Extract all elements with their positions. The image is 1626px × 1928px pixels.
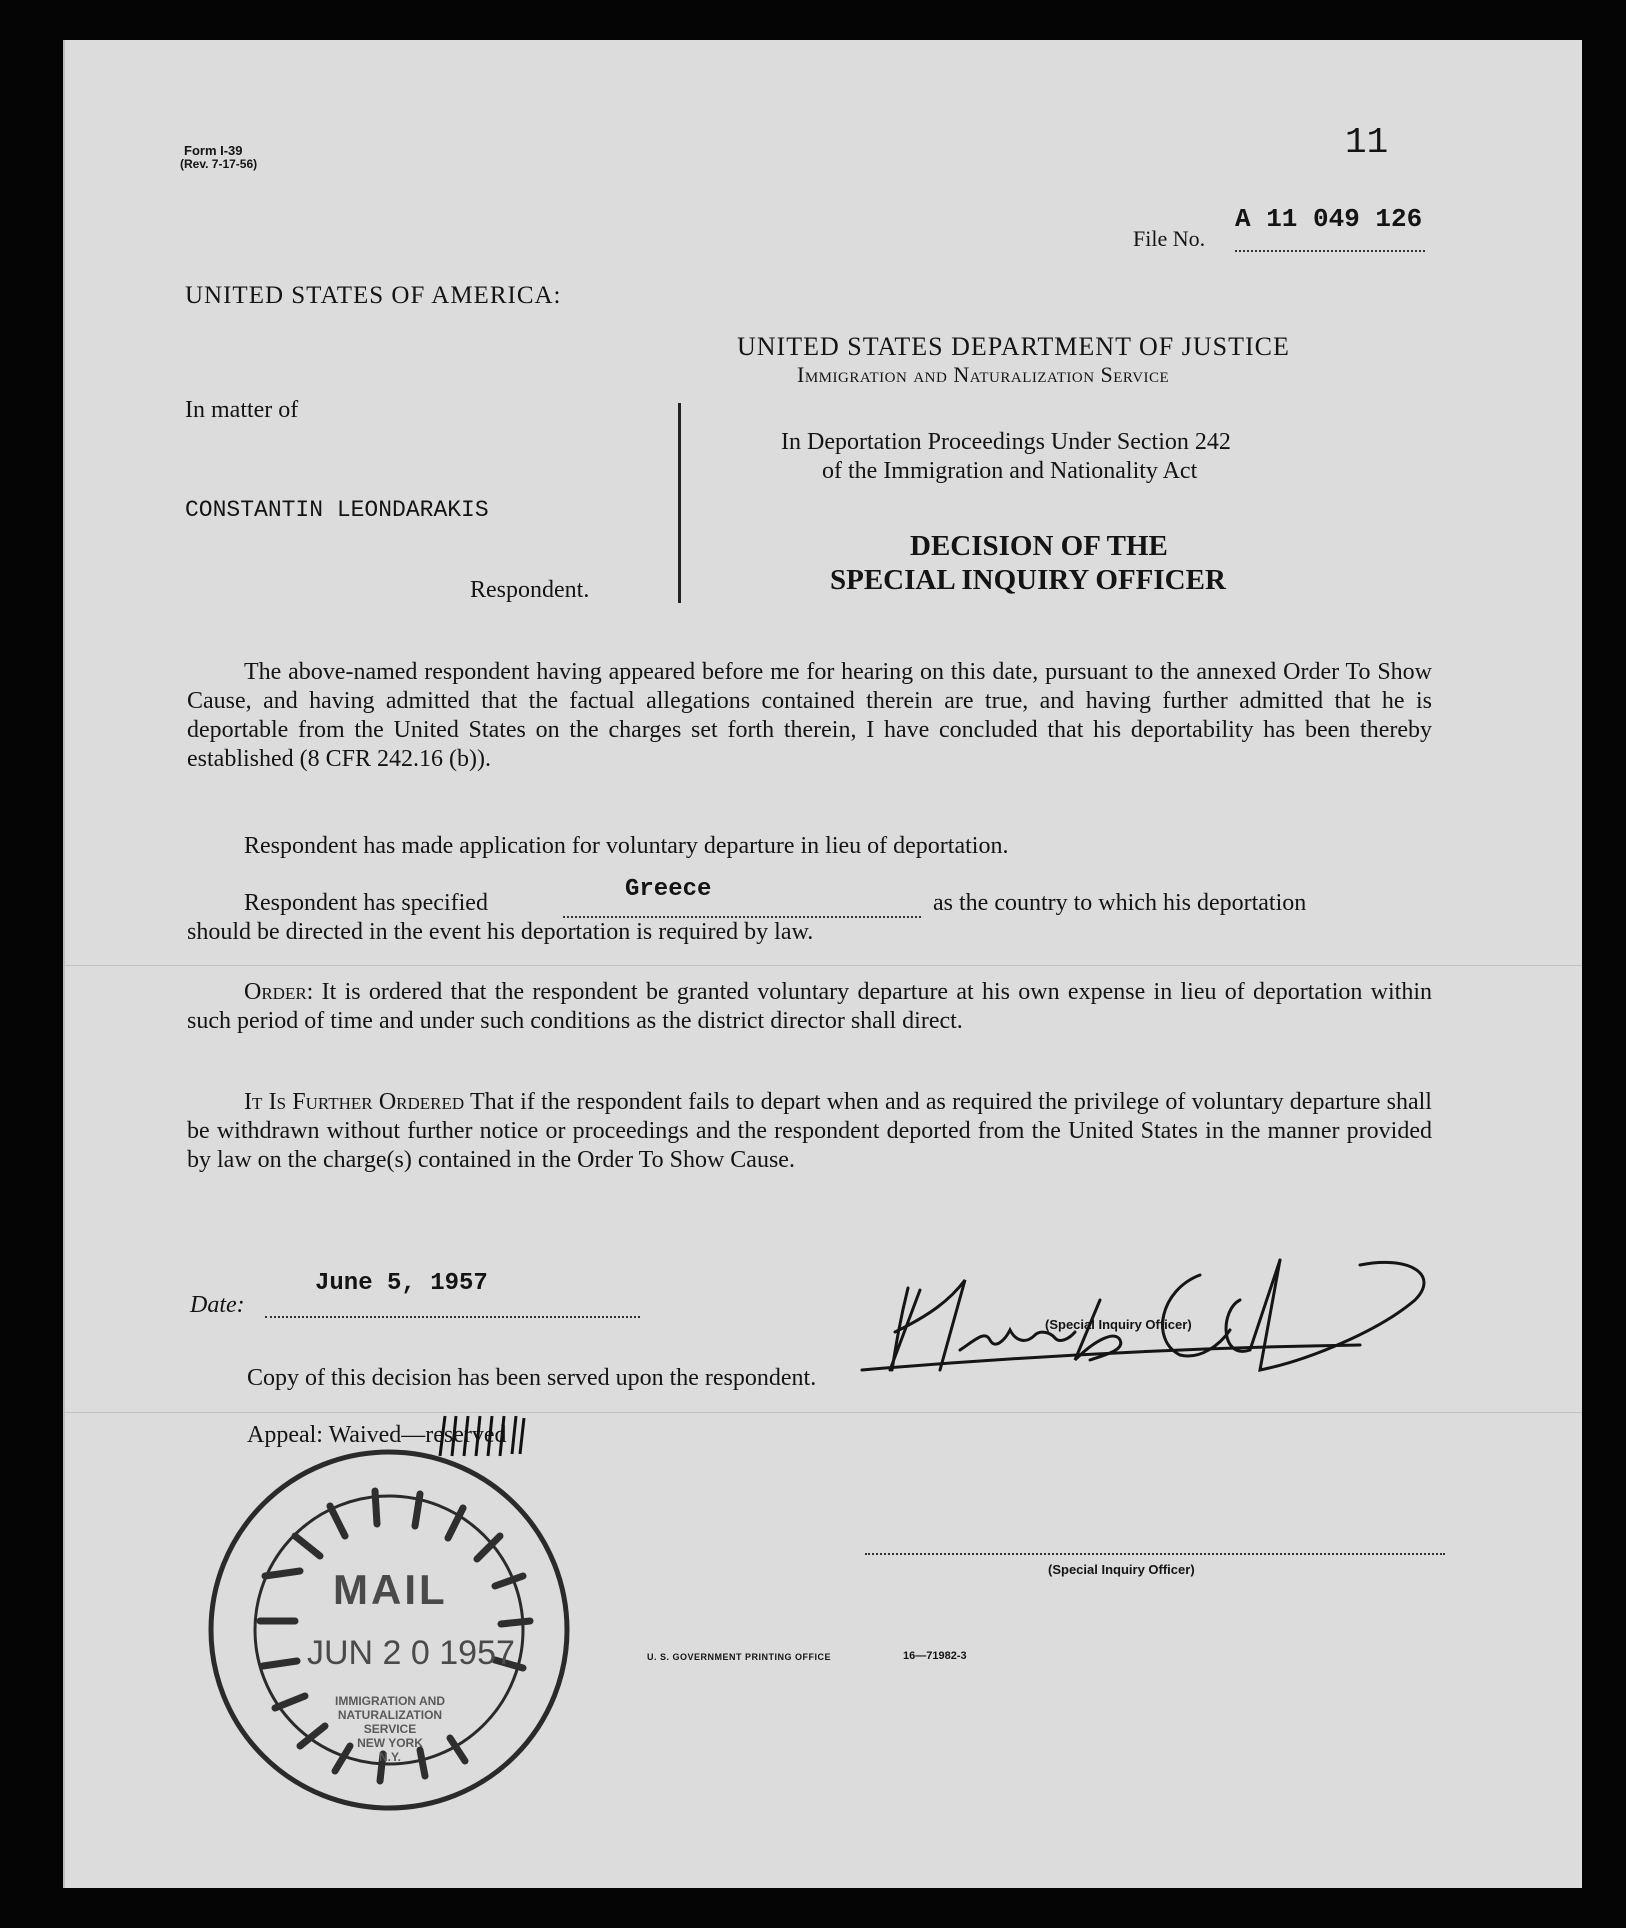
- decision-title-line-2: SPECIAL INQUIRY OFFICER: [830, 564, 1226, 596]
- respondent-name: CONSTANTIN LEONDARAKIS: [185, 497, 489, 523]
- decision-title-line-1: DECISION OF THE: [910, 530, 1168, 562]
- appeal-dash: —: [401, 1422, 426, 1448]
- country-line: [563, 916, 921, 918]
- appeal-reserved: reserved: [425, 1422, 506, 1448]
- in-matter-of: In matter of: [185, 397, 299, 423]
- file-no-value: A 11 049 126: [1235, 204, 1423, 234]
- paragraph-order: [187, 978, 1432, 1036]
- paragraph-further-order: [187, 1088, 1432, 1175]
- respondent-label: Respondent.: [470, 577, 590, 603]
- department-name: UNITED STATES DEPARTMENT OF JUSTICE: [737, 332, 1290, 361]
- page-number: 11: [1345, 122, 1389, 163]
- paragraph-application: [187, 832, 1432, 861]
- second-officer-line: [865, 1553, 1445, 1555]
- stamp-date: JUN 2 0 1957: [307, 1634, 515, 1672]
- appeal-label: Appeal:: [247, 1422, 323, 1448]
- mail-postmark-stamp: [205, 1446, 573, 1814]
- date-value: June 5, 1957: [315, 1270, 488, 1297]
- further-text: That if the respondent fails to depart when and as required the privilege of voluntary departure shall be withdrawn without further notice or proceedings and the respondent deported from the United States in the manner provided by law on the charge(s) contained in the Order To Show Cause.: [187, 1089, 1432, 1173]
- file-no-line: [1235, 250, 1425, 252]
- specified-line-2: should be directed in the event his deportation is required by law.: [187, 919, 814, 945]
- order-text: It is ordered that the respondent be granted voluntary departure at his own expense in lieu of deportation within such period of time and under such conditions as the district director shall direct.: [187, 979, 1432, 1034]
- second-officer-label: (Special Inquiry Officer): [1048, 1562, 1195, 1577]
- stamp-agency: IMMIGRATION AND NATURALIZATION SERVICE NEW YORK N.Y.: [335, 1694, 445, 1764]
- appeal-waived: Waived: [328, 1422, 402, 1448]
- officer-label: (Special Inquiry Officer): [1045, 1317, 1192, 1332]
- proceedings-line-2: of the Immigration and Nationality Act: [822, 458, 1198, 484]
- form-revision: (Rev. 7-17-56): [180, 157, 258, 171]
- findings-text: The above-named respondent having appeared before me for hearing on this date, pursuant to the annexed Order To Show Cause, and having admitted that the factual allegations contained therein are true, and having further admitted that he is deportable from the United States on the charges set forth therein, I have concluded that his deportability has been thereby established (8 CFR 242.16 (b)).: [187, 659, 1432, 772]
- service-name: Immigration and Naturalization Service: [797, 362, 1170, 387]
- appeal-line: [247, 1422, 507, 1449]
- order-label: Order:: [244, 979, 314, 1005]
- copy-served-text: Copy of this decision has been served upon the respondent.: [247, 1365, 817, 1391]
- officer-signature: [860, 1220, 1520, 1390]
- caption-divider: [678, 403, 681, 603]
- document-page: [63, 40, 1582, 1888]
- specified-suffix: as the country to which his deportation: [933, 890, 1307, 916]
- specified-prefix: Respondent has specified: [244, 890, 488, 916]
- further-label: It Is Further Ordered: [244, 1089, 465, 1115]
- paragraph-findings: [187, 658, 1432, 774]
- file-no-label: File No.: [1133, 226, 1206, 251]
- stamp-word: MAIL: [333, 1566, 448, 1613]
- country-heading: UNITED STATES OF AMERICA:: [185, 282, 562, 309]
- print-code: 16—71982-3: [903, 1650, 967, 1662]
- country-specified: Greece: [625, 876, 712, 903]
- date-label: Date:: [190, 1292, 245, 1318]
- printer-credit: U. S. GOVERNMENT PRINTING OFFICE: [647, 1652, 832, 1662]
- fold-line: [65, 1412, 1582, 1413]
- fold-line: [65, 965, 1582, 966]
- application-text: Respondent has made application for voluntary departure in lieu of deportation.: [244, 833, 1009, 859]
- form-number: Form I-39: [184, 143, 243, 158]
- date-line: [265, 1316, 640, 1318]
- proceedings-line-1: In Deportation Proceedings Under Section 242: [781, 429, 1231, 455]
